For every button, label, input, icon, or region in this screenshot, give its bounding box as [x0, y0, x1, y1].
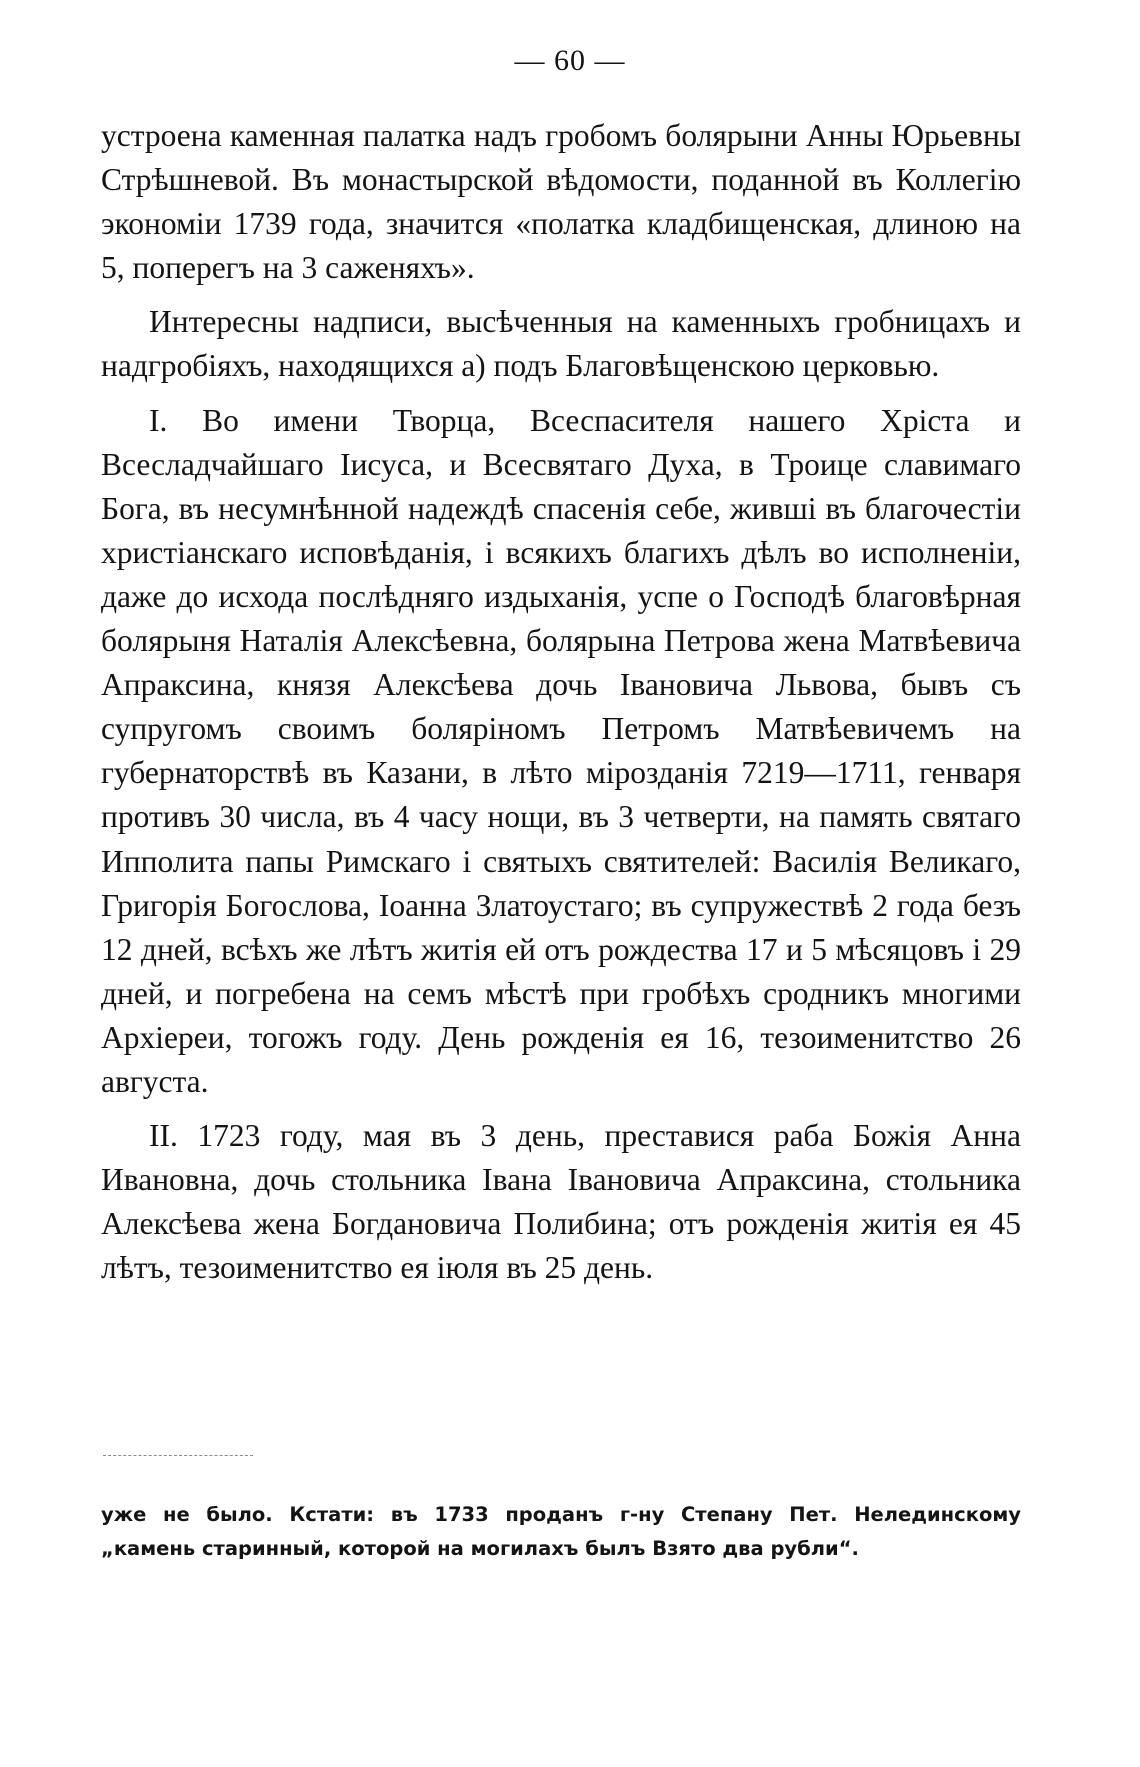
- main-text: [101, 114, 1021, 1300]
- footnote: [101, 1498, 1021, 1566]
- paragraph-inscriptions-intro: Интересны надписи, высѣченныя на каменныхъ гробницахъ и надгробіяхъ, находящихся а) подъ Благовѣщенскою церковью.: [101, 304, 1021, 384]
- paragraph-inscription-2: II. 1723 году, мая въ 3 день, преставися раба Божія Анна Ивановна, дочь стольника Івана Івановича Апраксина, стольника Алексѣева жена Богдановича Полибина; отъ рожденія житія ея 45 лѣтъ, тезоименитство ея іюля въ 25 день.: [101, 1118, 1021, 1286]
- paragraph-inscription-1: I. Во имени Творца, Всеспасителя нашего Хріста и Всесладчайшаго Іисуса, и Всесвятаго Духа, в Троице славимаго Бога, въ несумнѣнной надеждѣ спасенія себе, жившi въ благочестіи христіанскаго исповѣданія, і всякихъ благихъ дѣлъ во исполненіи, даже до исхода послѣдняго издыханія, успе о Господѣ благовѣрная болярыня Наталія Алексѣевна, болярына Петрова жена Матвѣевича Апраксина, князя Алексѣева дочь Івановича Львова, бывъ съ супругомъ своимъ болярiномъ Петромъ Матвѣевичемъ на губернаторствѣ въ Казани, в лѣто мiрозданія 7219—1711, генваря противъ 30 числа, въ 4 часу нощи, въ 3 четверти, на память святаго Ипполита папы Римскаго і святыхъ святителей: Василія Великаго, Григорія Богослова, Іоанна Златоустаго; въ супружествѣ 2 года безъ 12 дней, всѣхъ же лѣтъ житія ей отъ рождества 17 и 5 мѣсяцовъ і 29 дней, и погребена на семъ мѣстѣ при гробѣхъ сродникъ многими Архіереи, тогожъ году. День рожденія ея 16, тезоименитство 26 августа.: [101, 402, 1021, 1099]
- footnote-text: уже не было. Кстати: въ 1733 проданъ г-ну Степану Пет. Нелединскому „камень старинный, которой на могилахъ былъ Взято два рубли“.: [101, 1503, 1021, 1560]
- page-number: — 60 —: [514, 44, 626, 77]
- paragraph-continuation: устроена каменная палатка надъ гробомъ болярыни Анны Юрьевны Стрѣшневой. Въ монастырской вѣдомости, поданной въ Коллегію экономіи 1739 года, значится «полатка кладбищенская, длиною на 5, поперегъ на 3 саженяхъ».: [101, 118, 1021, 286]
- footnote-divider: [103, 1455, 253, 1456]
